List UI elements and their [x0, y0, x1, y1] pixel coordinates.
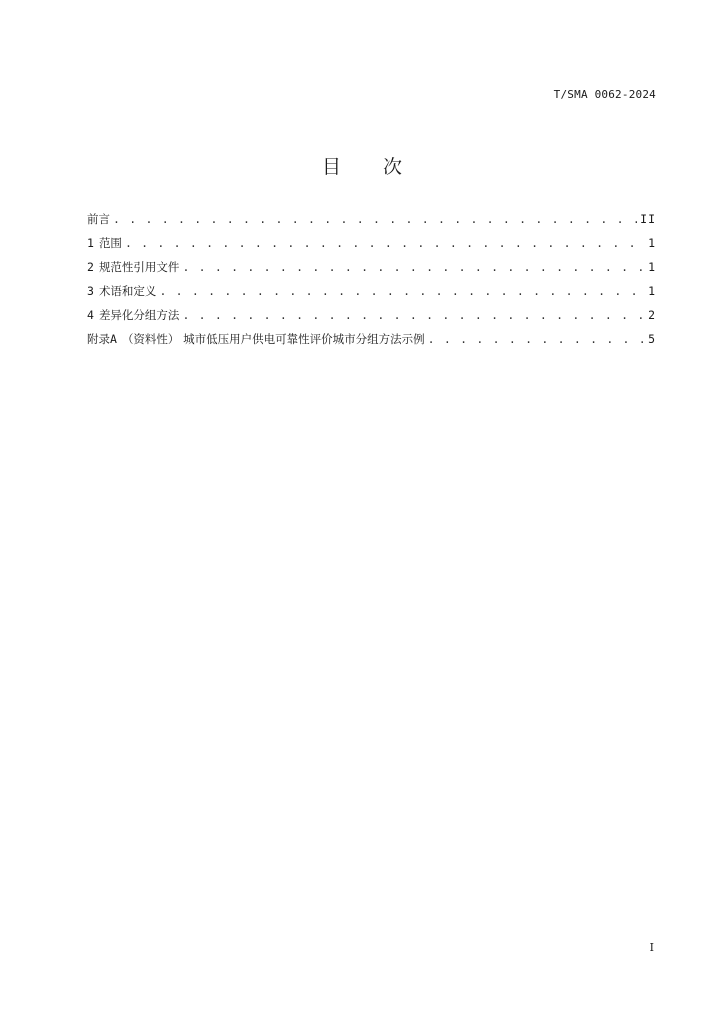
toc-entry-page: 1	[648, 284, 656, 298]
toc-entry-text: （资料性） 城市低压用户供电可靠性评价城市分组方法示例	[121, 332, 425, 346]
toc-entry-number: 2	[87, 260, 94, 274]
toc-dot-leader	[182, 260, 645, 274]
toc-entry-scope[interactable]	[87, 235, 656, 259]
toc-entry-terms-definitions[interactable]	[87, 283, 656, 307]
toc-entry-label: 前言	[87, 212, 110, 226]
toc-entry-number: 1	[87, 236, 94, 250]
document-number: T/SMA 0062-2024	[553, 88, 656, 101]
toc-dot-leader	[113, 212, 637, 226]
toc-entry-page: II	[640, 212, 656, 226]
toc-dot-leader	[182, 308, 645, 322]
toc-entry-normative-references[interactable]	[87, 259, 656, 283]
title-char-2: 次	[383, 156, 403, 178]
toc-entry-label	[87, 307, 179, 323]
toc-entry-number: 附录A	[87, 332, 117, 346]
toc-dot-leader	[159, 284, 645, 298]
toc-entry-foreword[interactable]	[87, 211, 656, 235]
toc-entry-label	[87, 235, 122, 251]
toc-entry-label	[87, 331, 425, 347]
title-char-1: 目	[321, 156, 341, 178]
toc-entry-appendix-a[interactable]	[87, 331, 656, 355]
toc-dot-leader	[428, 332, 645, 346]
toc-entry-text: 规范性引用文件	[98, 260, 180, 274]
toc-entry-grouping-method[interactable]	[87, 307, 656, 331]
toc-entry-label	[87, 283, 156, 299]
page-title	[0, 152, 724, 179]
toc-entry-text: 范围	[98, 236, 122, 250]
page-number: I	[649, 941, 654, 954]
toc-entry-number: 4	[87, 308, 94, 322]
toc-dot-leader	[125, 236, 645, 250]
toc-entry-page: 1	[648, 260, 656, 274]
table-of-contents	[87, 211, 656, 355]
toc-entry-text: 差异化分组方法	[98, 308, 180, 322]
toc-entry-page: 2	[648, 308, 656, 322]
toc-entry-page: 5	[648, 332, 656, 346]
toc-entry-label	[87, 259, 179, 275]
toc-entry-text: 术语和定义	[98, 284, 157, 298]
toc-entry-number: 3	[87, 284, 94, 298]
toc-entry-page: 1	[648, 236, 656, 250]
